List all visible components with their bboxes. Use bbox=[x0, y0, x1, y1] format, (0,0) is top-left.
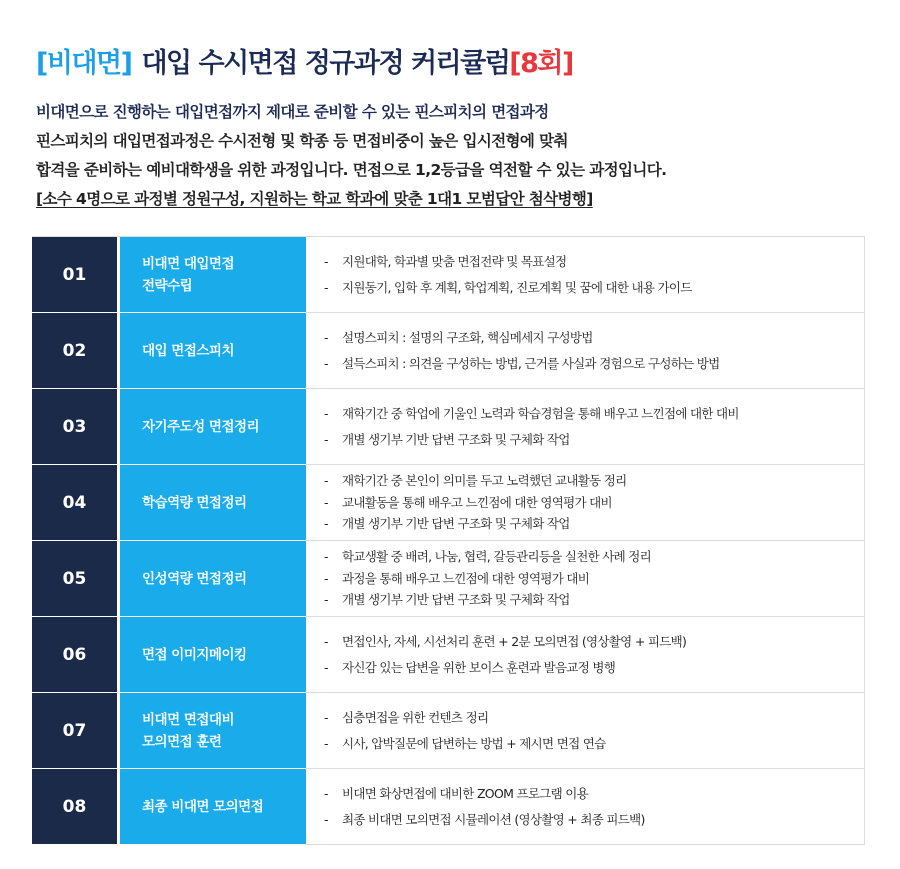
session-number: 02 bbox=[32, 313, 117, 389]
list-item-text: 설득스피치 : 의견을 구성하는 방법, 근거를 사실과 경험으로 구성하는 방법 bbox=[342, 355, 720, 371]
list-item bbox=[324, 731, 864, 757]
bullet-dash: - bbox=[324, 279, 328, 295]
list-item-text: 지원동기, 입학 후 계획, 학업계획, 진로계획 및 꿈에 대한 내용 가이드 bbox=[342, 279, 692, 295]
list-item bbox=[324, 492, 864, 514]
session-number: 08 bbox=[32, 769, 117, 845]
session-details bbox=[306, 693, 865, 768]
table-row bbox=[32, 769, 865, 845]
bullet-dash: - bbox=[324, 253, 328, 269]
session-details bbox=[306, 769, 865, 844]
session-title-line: 전략수립 bbox=[142, 277, 193, 294]
session-title bbox=[117, 693, 306, 769]
bullet-dash: - bbox=[324, 473, 328, 489]
session-details bbox=[306, 237, 865, 312]
title-session-count: [8회] bbox=[509, 48, 573, 79]
list-item bbox=[324, 781, 864, 807]
list-item-text: 최종 비대면 모의면접 시뮬레이션 (영상촬영 + 최종 피드백) bbox=[342, 811, 645, 827]
session-number: 05 bbox=[32, 541, 117, 617]
bullet-dash: - bbox=[324, 570, 328, 586]
table-row bbox=[32, 465, 865, 541]
table-row bbox=[32, 541, 865, 617]
session-title bbox=[117, 313, 306, 389]
session-title-line: 자기주도성 면접정리 bbox=[142, 418, 260, 435]
list-item bbox=[324, 807, 864, 833]
table-row bbox=[32, 237, 865, 313]
list-item bbox=[324, 655, 864, 681]
session-title-line: 면접 이미지메이킹 bbox=[142, 646, 247, 663]
session-title bbox=[117, 769, 306, 845]
session-number: 01 bbox=[32, 237, 117, 313]
list-item bbox=[324, 705, 864, 731]
list-item bbox=[324, 275, 864, 301]
bullet-dash: - bbox=[324, 405, 328, 421]
list-item bbox=[324, 589, 864, 611]
session-title-line: 인성역량 면접정리 bbox=[142, 570, 247, 587]
list-item bbox=[324, 470, 864, 492]
session-title-line: 학습역량 면접정리 bbox=[142, 494, 247, 511]
intro-note: [소수 4명으로 과정별 정원구성, 지원하는 학교 학과에 맞춘 1대1 모범답안 첨삭병행] bbox=[36, 190, 593, 208]
list-item-text: 개별 생기부 기반 답변 구조화 및 구체화 작업 bbox=[342, 431, 570, 447]
bullet-dash: - bbox=[324, 329, 328, 345]
bullet-dash: - bbox=[324, 549, 328, 565]
bullet-dash: - bbox=[324, 431, 328, 447]
session-number: 06 bbox=[32, 617, 117, 693]
session-number: 04 bbox=[32, 465, 117, 541]
intro-headline: 비대면으로 진행하는 대입면접까지 제대로 준비할 수 있는 핀스피치의 면접과정 bbox=[36, 103, 549, 121]
bullet-dash: - bbox=[324, 709, 328, 725]
list-item-text: 교내활동을 통해 배우고 느낀점에 대한 영역평가 대비 bbox=[342, 494, 612, 510]
session-title-line: 비대면 면접대비 bbox=[142, 711, 234, 728]
list-item-text: 재학기간 중 학업에 기울인 노력과 학습경험을 통해 배우고 느낀점에 대한 대비 bbox=[342, 405, 739, 421]
intro-line-2: 합격을 준비하는 예비대학생을 위한 과정입니다. 면접으로 1,2등급을 역전할 수 있는 과정입니다. bbox=[36, 161, 667, 179]
list-item-text: 개별 생기부 기반 답변 구조화 및 구체화 작업 bbox=[342, 516, 570, 532]
list-item bbox=[324, 427, 864, 453]
session-title bbox=[117, 389, 306, 465]
session-title-line: 비대면 대입면접 bbox=[142, 255, 234, 272]
bullet-dash: - bbox=[324, 516, 328, 532]
intro-text bbox=[36, 98, 866, 214]
list-item-text: 학교생활 중 배려, 나눔, 협력, 갈등관리등을 실천한 사례 정리 bbox=[342, 549, 652, 565]
bullet-dash: - bbox=[324, 592, 328, 608]
list-item bbox=[324, 325, 864, 351]
list-item bbox=[324, 629, 864, 655]
session-title-line: 최종 비대면 모의면접 bbox=[142, 798, 264, 815]
session-title-line: 대입 면접스피치 bbox=[142, 342, 234, 359]
bullet-dash: - bbox=[324, 735, 328, 751]
title-prefix: [비대면] bbox=[36, 48, 132, 79]
list-item-text: 심층면접을 위한 컨텐츠 정리 bbox=[342, 709, 489, 725]
list-item-text: 지원대학, 학과별 맞춤 면접전략 및 목표설정 bbox=[342, 253, 567, 269]
bullet-dash: - bbox=[324, 785, 328, 801]
table-row bbox=[32, 389, 865, 465]
table-row bbox=[32, 693, 865, 769]
session-number: 03 bbox=[32, 389, 117, 465]
list-item-text: 재학기간 중 본인이 의미를 두고 노력했던 교내활동 정리 bbox=[342, 473, 627, 489]
session-details bbox=[306, 389, 865, 464]
bullet-dash: - bbox=[324, 811, 328, 827]
title-main: 대입 수시면접 정규과정 커리큘럼 bbox=[141, 48, 510, 79]
session-details bbox=[306, 541, 865, 616]
page-title bbox=[36, 44, 573, 84]
table-row bbox=[32, 617, 865, 693]
session-details bbox=[306, 313, 865, 388]
bullet-dash: - bbox=[324, 355, 328, 371]
list-item bbox=[324, 249, 864, 275]
bullet-dash: - bbox=[324, 494, 328, 510]
curriculum-table bbox=[32, 236, 865, 845]
list-item-text: 시사, 압박질문에 답변하는 방법 + 제시면 면접 연습 bbox=[342, 735, 606, 751]
list-item bbox=[324, 351, 864, 377]
session-number: 07 bbox=[32, 693, 117, 769]
list-item-text: 과정을 통해 배우고 느낀점에 대한 영역평가 대비 bbox=[342, 570, 590, 586]
session-title bbox=[117, 541, 306, 617]
list-item-text: 설명스피치 : 설명의 구조화, 핵심메세지 구성방법 bbox=[342, 329, 593, 345]
session-details bbox=[306, 465, 865, 540]
intro-line-1: 핀스피치의 대입면접과정은 수시전형 및 학종 등 면접비중이 높은 입시전형에 맞춰 bbox=[36, 132, 568, 150]
list-item-text: 비대면 화상면접에 대비한 ZOOM 프로그램 이용 bbox=[342, 785, 588, 801]
table-row bbox=[32, 313, 865, 389]
bullet-dash: - bbox=[324, 633, 328, 649]
bullet-dash: - bbox=[324, 659, 328, 675]
session-title-line: 모의면접 훈련 bbox=[142, 733, 222, 750]
session-details bbox=[306, 617, 865, 692]
list-item-text: 개별 생기부 기반 답변 구조화 및 구체화 작업 bbox=[342, 592, 570, 608]
list-item bbox=[324, 546, 864, 568]
session-title bbox=[117, 617, 306, 693]
list-item-text: 자신감 있는 답변을 위한 보이스 훈련과 발음교정 병행 bbox=[342, 659, 616, 675]
session-title bbox=[117, 237, 306, 313]
list-item bbox=[324, 568, 864, 590]
list-item bbox=[324, 513, 864, 535]
list-item-text: 면접인사, 자세, 시선처리 훈련 + 2분 모의면접 (영상촬영 + 피드백) bbox=[342, 633, 687, 649]
list-item bbox=[324, 401, 864, 427]
session-title bbox=[117, 465, 306, 541]
